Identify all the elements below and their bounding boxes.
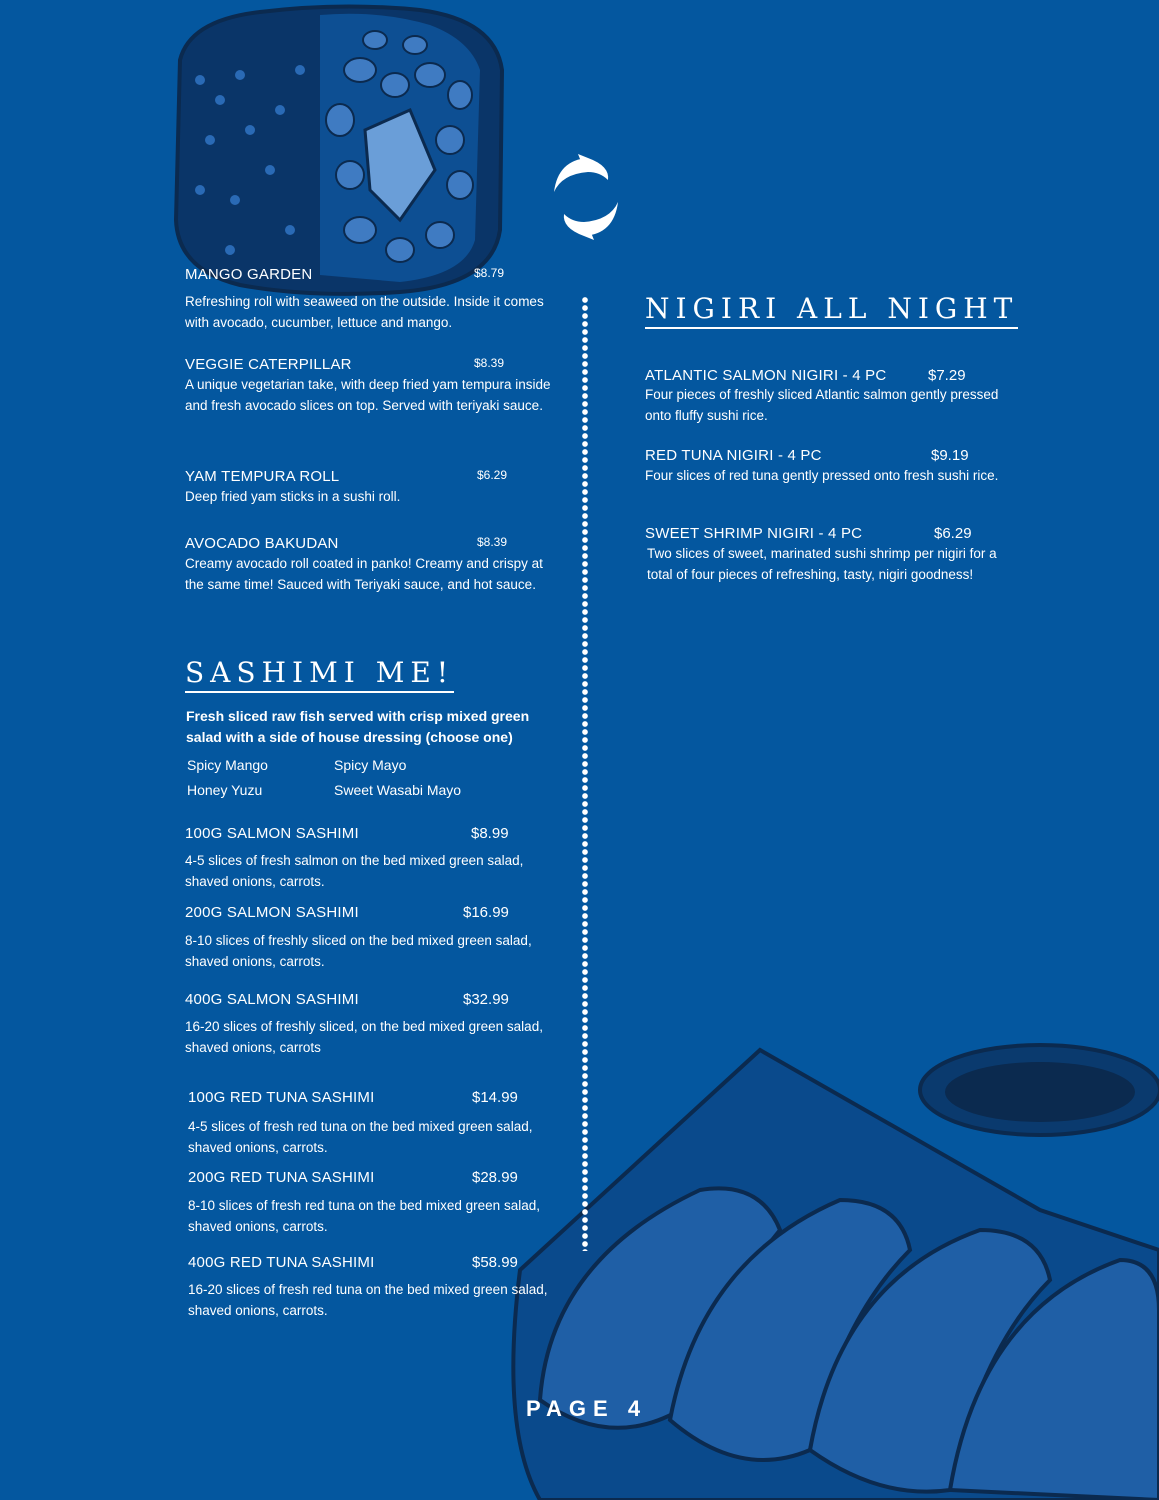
- nigiri-item-desc: Four slices of red tuna gently pressed onto fresh sushi rice.: [645, 468, 999, 483]
- roll-name-veggie-caterpillar: VEGGIE CATERPILLAR: [185, 356, 352, 373]
- sashimi-item-name: 400G SALMON SASHIMI: [185, 991, 359, 1008]
- sashimi-item-price: $14.99: [472, 1089, 518, 1106]
- sashimi-item-price: $58.99: [472, 1254, 518, 1271]
- sushi-roll-illustration: [170, 0, 510, 300]
- sashimi-item-desc: 8-10 slices of freshly sliced on the bed mixed green salad, shaved onions, carrots.: [185, 933, 532, 969]
- sashimi-section-title: SASHIMI ME!: [185, 656, 454, 693]
- roll-desc-veggie-caterpillar: A unique vegetarian take, with deep fried yam tempura inside and fresh avocado slices on top. Served with teriyaki sauce.: [185, 377, 551, 413]
- dressing-option: Honey Yuzu: [187, 782, 263, 798]
- roll-name-avocado-bakudan: AVOCADO BAKUDAN: [185, 535, 339, 552]
- sashimi-item-desc: 4-5 slices of fresh red tuna on the bed mixed green salad, shaved onions, carrots.: [188, 1119, 533, 1155]
- sashimi-item-price: $32.99: [463, 991, 509, 1008]
- sashimi-item-name: 200G SALMON SASHIMI: [185, 904, 359, 921]
- roll-price-mango-garden: $8.79: [474, 266, 505, 280]
- sashimi-item-price: $16.99: [463, 904, 509, 921]
- sashimi-intro: Fresh sliced raw fish served with crisp mixed green salad with a side of house dressing (choose one): [186, 708, 530, 745]
- nigiri-item-desc: Two slices of sweet, marinated sushi shrimp per nigiri for a total of four pieces of refreshing, tasty, nigiri goodness!: [647, 546, 997, 582]
- nigiri-item-name: ATLANTIC SALMON NIGIRI - 4 PC: [645, 367, 887, 384]
- roll-price-veggie-caterpillar: $8.39: [474, 356, 505, 370]
- dressing-option: Spicy Mango: [187, 757, 268, 773]
- roll-name-yam-tempura: YAM TEMPURA ROLL: [185, 468, 340, 485]
- sashimi-item-desc: 16-20 slices of fresh red tuna on the bed mixed green salad, shaved onions, carrots.: [188, 1282, 548, 1318]
- roll-price-yam-tempura: $6.29: [477, 468, 508, 482]
- sashimi-item-name: 400G RED TUNA SASHIMI: [188, 1254, 375, 1271]
- nigiri-section-title: NIGIRI ALL NIGHT: [645, 292, 1018, 329]
- nigiri-item-name: RED TUNA NIGIRI - 4 PC: [645, 447, 822, 464]
- roll-desc-mango-garden: Refreshing roll with seaweed on the outside. Inside it comes with avocado, cucumber, lettuce and mango.: [185, 294, 544, 330]
- roll-desc-avocado-bakudan: Creamy avocado roll coated in panko! Creamy and crispy at the same time! Sauced with Teriyaki sauce, and hot sauce.: [185, 556, 543, 592]
- two-fish-circle-icon: [548, 152, 624, 242]
- sashimi-item-name: 100G RED TUNA SASHIMI: [188, 1089, 375, 1106]
- dressing-option: Sweet Wasabi Mayo: [334, 782, 462, 798]
- nigiri-item-desc: Four pieces of freshly sliced Atlantic salmon gently pressed onto fluffy sushi rice.: [645, 387, 999, 423]
- sashimi-item-desc: 4-5 slices of fresh salmon on the bed mixed green salad, shaved onions, carrots.: [185, 853, 524, 889]
- nigiri-item-price: $6.29: [934, 525, 972, 542]
- sashimi-item-name: 200G RED TUNA SASHIMI: [188, 1169, 375, 1186]
- dressing-option: Spicy Mayo: [334, 757, 407, 773]
- sashimi-item-price: $8.99: [471, 825, 509, 842]
- sashimi-item-desc: 8-10 slices of fresh red tuna on the bed mixed green salad, shaved onions, carrots.: [188, 1198, 540, 1234]
- nigiri-item-price: $9.19: [931, 447, 969, 464]
- dotted-divider: [582, 296, 588, 1251]
- roll-price-avocado-bakudan: $8.39: [477, 535, 508, 549]
- nigiri-item-price: $7.29: [928, 367, 966, 384]
- sashimi-item-price: $28.99: [472, 1169, 518, 1186]
- nigiri-item-name: SWEET SHRIMP NIGIRI - 4 PC: [645, 525, 863, 542]
- roll-name-mango-garden: MANGO GARDEN: [185, 266, 313, 283]
- roll-desc-yam-tempura: Deep fried yam sticks in a sushi roll.: [185, 489, 401, 504]
- sashimi-item-desc: 16-20 slices of freshly sliced, on the bed mixed green salad, shaved onions, carrots: [185, 1019, 543, 1055]
- page-number: PAGE 4: [526, 1396, 648, 1421]
- sashimi-item-name: 100G SALMON SASHIMI: [185, 825, 359, 842]
